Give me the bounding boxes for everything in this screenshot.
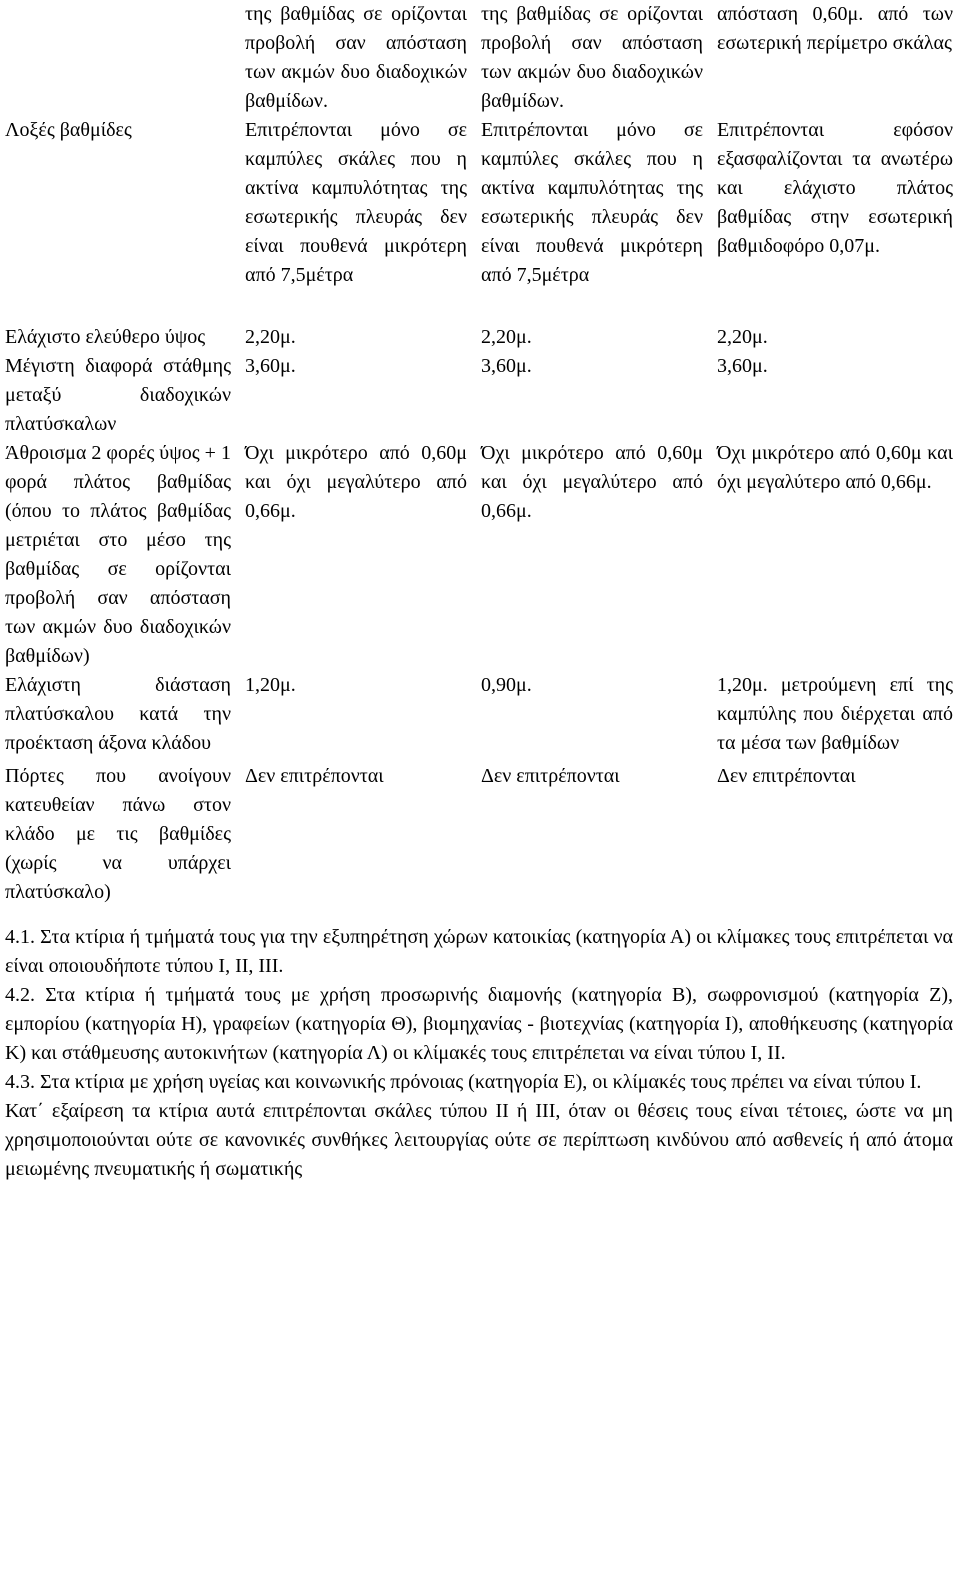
row-label: Άθροισμα 2 φορές ύψος + 1 φορά πλάτος βαθμίδας (όπου το πλάτος βαθμίδας μετριέται στο μέσο της βαθμίδας σε ορίζονται προβολή σαν απόσταση των ακμών δυο διαδοχικών βαθμίδων) <box>5 442 231 667</box>
cell-type-2: Επιτρέπονται μόνο σε καμπύλες σκάλες που η ακτίνα καμπυλότητας της εσωτερικής πλευράς δεν είναι πουθενά μικρότερη από 7,5μέτρα <box>481 119 703 286</box>
table-row-level-difference <box>5 352 953 439</box>
note-exception: Κατ΄ εξαίρεση τα κτίρια αυτά επιτρέπονται σκάλες τύπου ΙΙ ή ΙΙΙ, όταν οι θέσεις τους είναι τέτοιες, ώστε να μη χρησιμοποιούνται ούτε σε κανονικές συνθήκες λειτουργίας ούτε σε περίπτωση κινδύνου από ασθενείς ή από άτομα μειωμένης πνευματικής ή σωματικής <box>5 1100 953 1180</box>
table-row-step-sum <box>5 439 953 671</box>
note-4-2: 4.2. Στα κτίρια ή τμήματά τους με χρήση προσωρινής διαμονής (κατηγορία Β), σωφρονισμού (κατηγορία Ζ), εμπορίου (κατηγορία Η), γραφείων (κατηγορία Θ), βιομηχανίας - βιοτεχνίας (κατηγορία Ι), αποθήκευσης (κατηγορία Κ) και στάθμευσης αυτοκινήτων (κατηγορία Λ) οι κλίμακές τους επιτρέπεται να είναι τύπου Ι, ΙΙ. <box>5 984 953 1064</box>
row-label: Λοξές βαθμίδες <box>5 119 132 141</box>
document-page <box>5 0 955 1184</box>
cell-type-1: Δεν επιτρέπονται <box>245 765 384 787</box>
table-row-oblique-steps <box>5 116 953 318</box>
note-4-3: 4.3. Στα κτίρια με χρήση υγείας και κοινωνικής πρόνοιας (κατηγορία Ε), οι κλίμακές τους πρέπει να είναι τύπου Ι. <box>5 1071 922 1093</box>
notes-section <box>5 923 953 1184</box>
cell-type-3: Επιτρέπονται εφόσον εξασφαλίζονται τα ανωτέρω και ελάχιστο πλάτος βαθμίδας στην εσωτερική βαθμιδοφόρο 0,07μ. <box>717 119 953 257</box>
cell-type-3: απόσταση 0,60μ. από των εσωτερική περίμετρο σκάλας <box>717 3 953 54</box>
table-row-continued <box>5 0 953 116</box>
cell-type-2: της βαθμίδας σε ορίζονται προβολή σαν απόσταση των ακμών δυο διαδοχικών βαθμίδων. <box>481 3 703 112</box>
cell-type-1: Επιτρέπονται μόνο σε καμπύλες σκάλες που η ακτίνα καμπυλότητας της εσωτερικής πλευράς δεν είναι πουθενά μικρότερη από 7,5μέτρα <box>245 119 467 286</box>
cell-type-3: 1,20μ. μετρούμενη επί της καμπύλης που διέρχεται από τα μέσα των βαθμίδων <box>717 674 953 754</box>
row-label <box>5 0 231 116</box>
row-label: Μέγιστη διαφορά στάθμης μεταξύ διαδοχικών πλατύσκαλων <box>5 355 231 435</box>
cell-type-1: 1,20μ. <box>245 674 296 696</box>
cell-type-1: Όχι μικρότερο από 0,60μ και όχι μεγαλύτερο από 0,66μ. <box>245 442 467 522</box>
table-row-headroom <box>5 318 953 352</box>
cell-type-2: Όχι μικρότερο από 0,60μ και όχι μεγαλύτερο από 0,66μ. <box>481 442 703 522</box>
cell-type-2: 2,20μ. <box>481 326 532 348</box>
row-label: Ελάχιστο ελεύθερο ύψος <box>5 326 206 348</box>
cell-type-3: Δεν επιτρέπονται <box>717 765 856 787</box>
cell-type-2: 0,90μ. <box>481 674 532 696</box>
cell-type-1: 3,60μ. <box>245 355 296 377</box>
cell-type-2: 3,60μ. <box>481 355 532 377</box>
cell-type-2: Δεν επιτρέπονται <box>481 765 620 787</box>
row-label: Ελάχιστη διάσταση πλατύσκαλου κατά την προέκταση άξονα κλάδου <box>5 674 231 754</box>
cell-type-3: 2,20μ. <box>717 326 768 348</box>
cell-type-3: Όχι μικρότερο από 0,60μ και όχι μεγαλύτερο από 0,66μ. <box>717 442 953 493</box>
note-4-1: 4.1. Στα κτίρια ή τμήματά τους για την εξυπηρέτηση χώρων κατοικίας (κατηγορία Α) οι κλίμακες τους επιτρέπεται να είναι οποιουδήποτε τύπου Ι, ΙΙ, ΙΙΙ. <box>5 926 953 977</box>
cell-type-3: 3,60μ. <box>717 355 768 377</box>
row-label: Πόρτες που ανοίγουν κατευθείαν πάνω στον κλάδο με τις βαθμίδες (χωρίς να υπάρχει πλατύσκαλο) <box>5 765 231 903</box>
table-row-landing <box>5 671 953 758</box>
cell-type-1: της βαθμίδας σε ορίζονται προβολή σαν απόσταση των ακμών δυο διαδοχικών βαθμίδων. <box>245 3 467 112</box>
table-row-doors <box>5 758 953 907</box>
cell-type-1: 2,20μ. <box>245 326 296 348</box>
stair-requirements-table <box>5 0 953 907</box>
